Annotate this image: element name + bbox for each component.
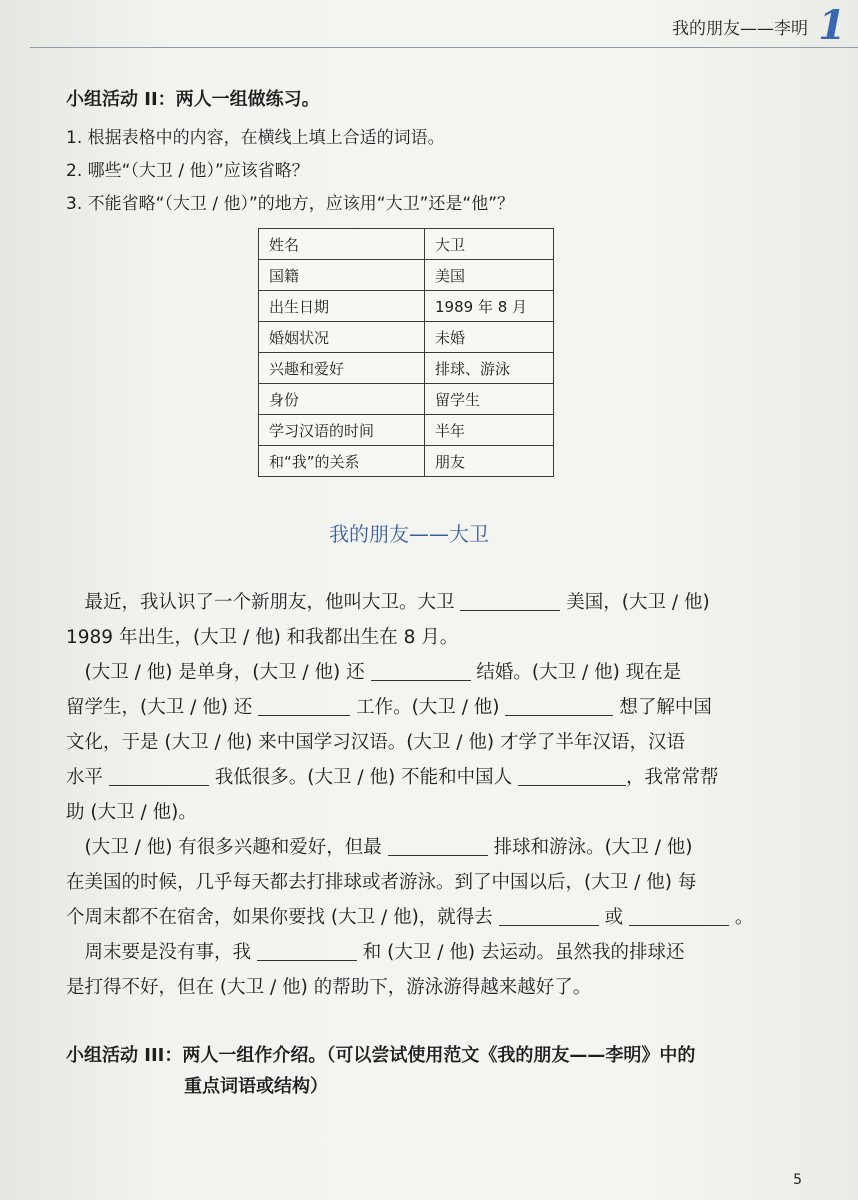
essay-line: [66, 760, 782, 795]
essay-title: 我的朋友——大卫: [329, 522, 489, 546]
essay-text: 留学生，(大卫 / 他) 还: [66, 697, 253, 718]
essay-body: [66, 585, 782, 1005]
fill-blank[interactable]: [258, 695, 350, 716]
essay-text: 结婚。(大卫 / 他) 现在是: [476, 662, 682, 683]
table-key: 国籍: [259, 260, 425, 291]
page-number: 5: [793, 1172, 802, 1188]
table-row: [259, 291, 554, 322]
instructions-list: [66, 124, 514, 223]
fill-blank[interactable]: [460, 590, 560, 611]
essay-text: 我低很多。(大卫 / 他) 不能和中国人: [214, 767, 513, 788]
essay-text: 在美国的时候，几乎每天都去打排球或者游泳。到了中国以后，(大卫 / 他) 每: [66, 872, 697, 893]
essay-line: [66, 655, 782, 690]
essay-line: [66, 620, 782, 655]
essay-text: 和 (大卫 / 他) 去运动。虽然我的排球还: [362, 942, 685, 963]
table-row: [259, 353, 554, 384]
essay-text: (大卫 / 他) 是单身，(大卫 / 他) 还: [66, 662, 365, 683]
fill-blank[interactable]: [371, 660, 471, 681]
table-key: 出生日期: [259, 291, 425, 322]
table-key: 和“我”的关系: [259, 446, 425, 477]
fill-blank[interactable]: [109, 765, 209, 786]
table-value: 半年: [425, 415, 554, 446]
table-value: 朋友: [425, 446, 554, 477]
running-header: 我的朋友——李明: [672, 19, 808, 39]
essay-text: 排球和游泳。(大卫 / 他): [493, 837, 693, 858]
table-row: [259, 260, 554, 291]
essay-line: [66, 725, 782, 760]
essay-line: [66, 865, 782, 900]
essay-text: 工作。(大卫 / 他): [356, 697, 500, 718]
table-key: 婚姻状况: [259, 322, 425, 353]
table-key: 兴趣和爱好: [259, 353, 425, 384]
essay-text: ，我常常帮: [626, 767, 719, 788]
essay-line: [66, 970, 782, 1005]
essay-text: 助 (大卫 / 他)。: [66, 802, 197, 823]
instruction-2: 2. 哪些“（大卫 / 他）”应该省略？: [66, 161, 309, 181]
table-value: 美国: [425, 260, 554, 291]
table-row: [259, 384, 554, 415]
essay-line: [66, 830, 782, 865]
activity-3-line-1: 小组活动 III：两人一组作介绍。（可以尝试使用范文《我的朋友——李明》中的: [66, 1045, 696, 1066]
table-row: [259, 415, 554, 446]
fill-blank[interactable]: [518, 765, 626, 786]
essay-text: 水平: [66, 767, 104, 788]
fill-blank[interactable]: [629, 905, 729, 926]
essay-text: 是打得不好，但在 (大卫 / 他) 的帮助下，游泳游得越来越好了。: [66, 977, 592, 998]
essay-text: 文化，于是 (大卫 / 他) 来中国学习汉语。(大卫 / 他) 才学了半年汉语，汉语: [66, 732, 686, 753]
essay-text: 想了解中国: [619, 697, 712, 718]
essay-text: 最近，我认识了一个新朋友，他叫大卫。大卫: [66, 592, 455, 613]
fill-blank[interactable]: [388, 835, 488, 856]
table-value: 大卫: [425, 229, 554, 260]
table-value: 排球、游泳: [425, 353, 554, 384]
fill-blank[interactable]: [499, 905, 599, 926]
table-row: [259, 229, 554, 260]
chapter-number: 1: [818, 2, 846, 49]
activity-2-heading: 小组活动 II：两人一组做练习。: [66, 89, 320, 110]
essay-text: 美国，(大卫 / 他): [566, 592, 710, 613]
table-row: [259, 322, 554, 353]
essay-text: 或: [604, 907, 624, 928]
fill-blank[interactable]: [505, 695, 613, 716]
table-value: 1989 年 8 月: [425, 291, 554, 322]
activity-3-line-2: 重点词语或结构）: [184, 1076, 328, 1097]
table-row: [259, 446, 554, 477]
fill-blank[interactable]: [257, 940, 357, 961]
table-key: 姓名: [259, 229, 425, 260]
essay-line: [66, 585, 782, 620]
essay-text: 1989 年出生，(大卫 / 他) 和我都出生在 8 月。: [66, 627, 459, 648]
essay-line: [66, 795, 782, 830]
essay-line: [66, 690, 782, 725]
header-rule: [30, 47, 858, 48]
instruction-1: 1. 根据表格中的内容，在横线上填上合适的词语。: [66, 128, 445, 148]
profile-table: [258, 228, 554, 477]
activity-3-heading: [66, 1040, 786, 1102]
essay-text: (大卫 / 他) 有很多兴趣和爱好，但最: [66, 837, 382, 858]
essay-line: [66, 900, 782, 935]
essay-text: 周末要是没有事，我: [66, 942, 252, 963]
essay-text: 个周末都不在宿舍，如果你要找 (大卫 / 他)，就得去: [66, 907, 493, 928]
table-key: 身份: [259, 384, 425, 415]
table-value: 留学生: [425, 384, 554, 415]
instruction-3: 3. 不能省略“（大卫 / 他）”的地方，应该用“大卫”还是“他”？: [66, 194, 515, 214]
essay-text: 。: [734, 907, 754, 928]
table-value: 未婚: [425, 322, 554, 353]
essay-line: [66, 935, 782, 970]
table-key: 学习汉语的时间: [259, 415, 425, 446]
